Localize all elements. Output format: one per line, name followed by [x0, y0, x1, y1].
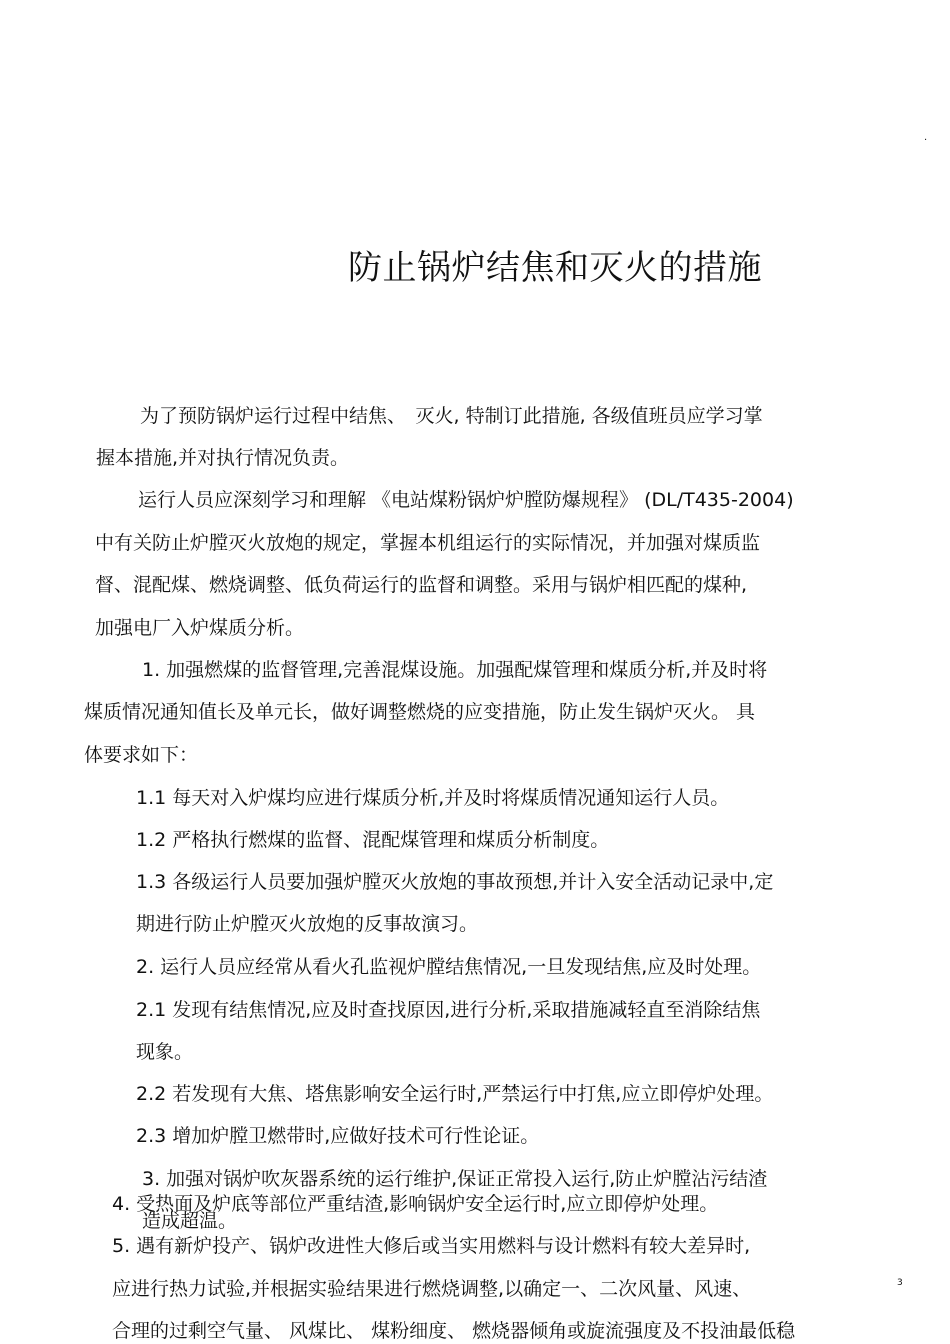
item-1-1: 1.1 每天对入炉煤均应进行煤质分析,并及时将煤质情况通知运行人员。 — [136, 787, 730, 809]
page-title: 防止锅炉结焦和灭火的措施 — [348, 248, 762, 288]
text-line: 3. 加强对锅炉吹灰器系统的运行维护,保证正常投入运行,防止炉膛沾污结渣 — [142, 1168, 768, 1190]
item-2: 2. 运行人员应经常从看火孔监视炉膛结焦情况,一旦发现结焦,应及时处理。 — [136, 956, 762, 978]
text-line: 合理的过剩空气量、 风煤比、 煤粉细度、 燃烧器倾角或旋流强度及不投油最低稳 — [112, 1320, 796, 1342]
page-number: 3 — [897, 1278, 903, 1288]
text-line: 加强电厂入炉煤质分析。 — [95, 617, 305, 639]
item-4: 4. 受热面及炉底等部位严重结渣,影响锅炉安全运行时,应立即停炉处理。 — [112, 1193, 719, 1215]
text-line: 期进行防止炉膛灭火放炮的反事故演习。 — [136, 913, 479, 935]
item-1-2: 1.2 严格执行燃煤的监督、混配煤管理和煤质分析制度。 — [136, 829, 610, 851]
text-line: 煤质情况通知值长及单元长，做好调整燃烧的应变措施，防止发生锅炉灭火。 具 — [84, 701, 756, 723]
text-line: 5. 遇有新炉投产、锅炉改进性大修后或当实用燃料与设计燃料有较大差异时, — [112, 1235, 751, 1257]
text-line: 2.1 发现有结焦情况,应及时查找原因,进行分析,采取措施减轻直至消除结焦 — [136, 999, 761, 1021]
text-line: 体要求如下： — [84, 744, 199, 766]
item-2-3: 2.3 增加炉膛卫燃带时,应做好技术可行性论证。 — [136, 1125, 540, 1147]
text-line: 1.3 各级运行人员要加强炉膛灭火放炮的事故预想,并计入安全活动记录中,定 — [136, 871, 774, 893]
text-line: 督、混配煤、燃烧调整、低负荷运行的监督和调整。采用与锅炉相匹配的煤种, — [95, 574, 748, 596]
text-line: 握本措施,并对执行情况负责。 — [96, 447, 350, 469]
text-line: 运行人员应深刻学习和理解 《电站煤粉锅炉炉膛防爆规程》 (DL/T435-2004) — [138, 489, 794, 511]
text-line: 中有关防止炉膛灭火放炮的规定，掌握本机组运行的实际情况，并加强对煤质监 — [95, 532, 761, 554]
text-line: 现象。 — [136, 1041, 194, 1063]
text-line: 造成超温。 — [142, 1210, 238, 1232]
text-line: 应进行热力试验,并根据实验结果进行燃烧调整,以确定一、二次风量、风速、 — [112, 1278, 752, 1300]
text-line: 1. 加强燃煤的监督管理,完善混煤设施。加强配煤管理和煤质分析,并及时将 — [142, 659, 768, 681]
text-line: 为了预防锅炉运行过程中结焦、 灭火, 特制订此措施, 各级值班员应学习掌 — [140, 405, 763, 427]
item-2-2: 2.2 若发现有大焦、塔焦影响安全运行时,严禁运行中打焦,应立即停炉处理。 — [136, 1083, 774, 1105]
header-mark: . — [924, 132, 928, 143]
